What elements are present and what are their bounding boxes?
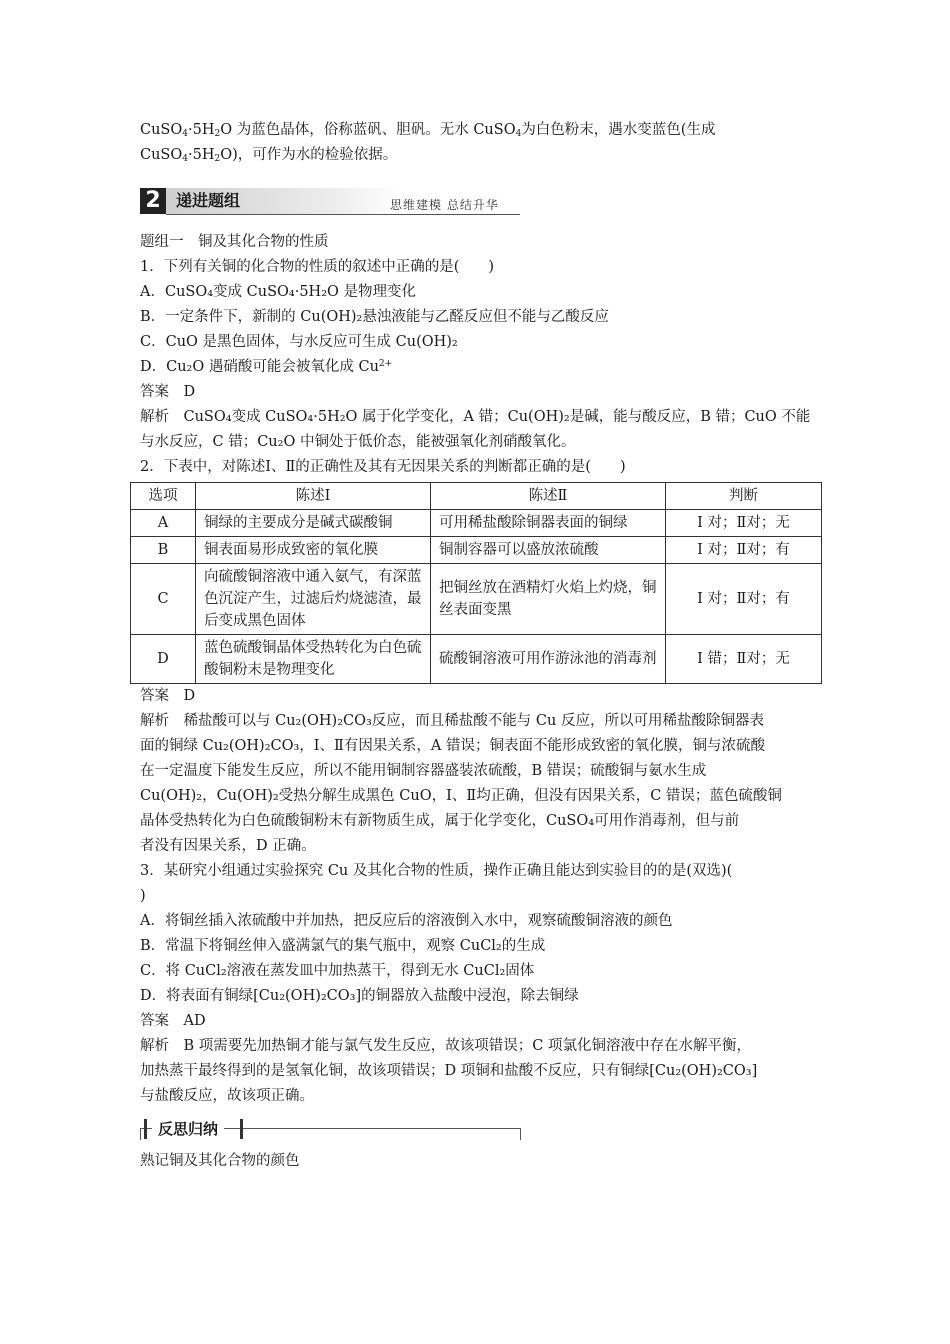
q3-option-d: D．将表面有铜绿[Cu₂(OH)₂CO₃]的铜器放入盐酸中浸泡，除去铜绿 <box>140 988 579 1004</box>
intro-line-2: $CuSO_4\cdot 5H_2O$)，可作为水的检验依据。 <box>140 147 398 164</box>
table-cell: C <box>131 564 196 635</box>
section-header <box>140 188 812 218</box>
reflect-bar <box>144 1119 147 1139</box>
q3-stem: 3．某研究小组通过实验探究 Cu 及其化合物的性质，操作正确且能达到实验目的的是(双选)( <box>140 863 733 879</box>
q2-analysis-line: 者没有因果关系，D 正确。 <box>140 838 316 854</box>
reflect-header <box>140 1117 812 1143</box>
q3-option-b: B．常温下将铜丝伸入盛满氯气的集气瓶中，观察 CuCl₂的生成 <box>140 938 546 954</box>
section-title: 递进题组 <box>166 188 400 214</box>
reflect-label: 反思归纳 <box>152 1117 224 1141</box>
table-cell: A <box>131 510 196 537</box>
table-cell: 铜绿的主要成分是碱式碳酸铜 <box>196 510 431 537</box>
table-cell: 铜制容器可以盛放浓硫酸 <box>431 537 666 564</box>
q3-answer: 答案 AD <box>140 1013 206 1029</box>
table-cell: 可用稀盐酸除铜器表面的铜绿 <box>431 510 666 537</box>
q1-option-c: C．CuO 是黑色固体，与水反应可生成 Cu(OH)₂ <box>140 334 458 350</box>
table-header-cell: 陈述Ⅰ <box>196 483 431 510</box>
intro-line-1: $CuSO_4\cdot 5H_2O$ 为蓝色晶体，俗称蓝矾、胆矾。无水 CuSO$_4$为白色粉末，遇水变蓝色(生成 <box>140 122 716 139</box>
reflect-text: 熟记铜及其化合物的颜色 <box>140 1153 300 1169</box>
q1-option-b: B．一定条件下，新制的 Cu(OH)₂悬浊液能与乙醛反应但不能与乙酸反应 <box>140 309 609 325</box>
q1-stem: 1．下列有关铜的化合物的性质的叙述中正确的是( ) <box>140 259 495 275</box>
q3-analysis-line: 与盐酸反应，故该项正确。 <box>140 1088 314 1104</box>
table-cell: B <box>131 537 196 564</box>
q2-analysis-line: 解析 稀盐酸可以与 Cu₂(OH)₂CO₃反应，而且稀盐酸不能与 Cu 反应，所以可用稀盐酸除铜器表 <box>140 713 764 729</box>
q1-option-a: A．CuSO₄变成 CuSO₄·5H₂O 是物理变化 <box>140 284 417 300</box>
table-cell: 蓝色硫酸铜晶体受热转化为白色硫酸铜粉末是物理变化 <box>196 635 431 684</box>
q2-stem: 2．下表中，对陈述Ⅰ、Ⅱ的正确性及其有无因果关系的判断都正确的是( ) <box>140 459 626 475</box>
table-cell: 硫酸铜溶液可用作游泳池的消毒剂 <box>431 635 666 684</box>
document-page <box>140 118 812 1174</box>
table-cell: Ⅰ 对；Ⅱ对；无 <box>666 510 822 537</box>
q3-stem-cont: ) <box>140 888 146 904</box>
q2-answer: 答案 D <box>140 688 196 704</box>
table-row <box>131 564 822 635</box>
reflect-bar <box>240 1119 243 1139</box>
section-rule <box>166 214 520 215</box>
q1-answer: 答案 D <box>140 384 196 400</box>
q2-analysis-line: 晶体受热转化为白色硫酸铜粉末有新物质生成，属于化学变化，CuSO₄可用作消毒剂，但与前 <box>140 813 740 829</box>
q3-analysis-line: 加热蒸干最终得到的是氢氧化铜，故该项错误；D 项铜和盐酸不反应，只有铜绿[Cu₂(OH)₂CO₃] <box>140 1063 758 1079</box>
group-title: 题组一 铜及其化合物的性质 <box>140 234 329 250</box>
table-header-cell: 选项 <box>131 483 196 510</box>
table-row <box>131 510 822 537</box>
table-row <box>131 537 822 564</box>
table-row <box>131 635 822 684</box>
q3-option-a: A．将铜丝插入浓硫酸中并加热，把反应后的溶液倒入水中，观察硫酸铜溶液的颜色 <box>140 913 673 929</box>
table-cell: 铜表面易形成致密的氧化膜 <box>196 537 431 564</box>
section-number-badge: 2 <box>140 188 166 214</box>
q2-analysis-line: Cu(OH)₂，Cu(OH)₂受热分解生成黑色 CuO，Ⅰ、Ⅱ均正确，但没有因果关系，C 错误；蓝色硫酸铜 <box>140 788 782 804</box>
table-header-cell: 判断 <box>666 483 822 510</box>
q2-analysis-line: 在一定温度下能发生反应，所以不能用铜制容器盛装浓硫酸，B 错误；硫酸铜与氨水生成 <box>140 763 707 779</box>
q1-option-d: D．Cu₂O 遇硝酸可能会被氧化成 $Cu^{2+}$ <box>140 359 393 375</box>
q3-analysis-line: 解析 B 项需要先加热铜才能与氯气发生反应，故该项错误；C 项氯化铜溶液中存在水解平衡， <box>140 1038 751 1054</box>
table-cell: Ⅰ 对；Ⅱ对；有 <box>666 564 822 635</box>
table-header-cell: 陈述Ⅱ <box>431 483 666 510</box>
q2-table <box>130 482 822 684</box>
q2-analysis-line: 面的铜绿 Cu₂(OH)₂CO₃，Ⅰ、Ⅱ有因果关系，A 错误；铜表面不能形成致密的氧化膜，铜与浓硫酸 <box>140 738 765 754</box>
table-cell: 向硫酸铜溶液中通入氨气，有深蓝色沉淀产生，过滤后灼烧滤渣，最后变成黑色固体 <box>196 564 431 635</box>
q1-analysis-line: 解析 CuSO₄变成 CuSO₄·5H₂O 属于化学变化，A 错；Cu(OH)₂是碱，能与酸反应，B 错；CuO 不能 <box>140 409 811 425</box>
q1-analysis-line: 与水反应，C 错；Cu₂O 中铜处于低价态，能被强氧化剂硝酸氧化。 <box>140 434 576 450</box>
table-cell: 把铜丝放在酒精灯火焰上灼烧，铜丝表面变黑 <box>431 564 666 635</box>
section-subtitle: 思维建模 总结升华 <box>390 198 499 212</box>
table-cell: D <box>131 635 196 684</box>
q3-option-c: C．将 CuCl₂溶液在蒸发皿中加热蒸干，得到无水 CuCl₂固体 <box>140 963 535 979</box>
table-header-row <box>131 483 822 510</box>
table-cell: Ⅰ 错；Ⅱ对；无 <box>666 635 822 684</box>
table-cell: Ⅰ 对；Ⅱ对；有 <box>666 537 822 564</box>
